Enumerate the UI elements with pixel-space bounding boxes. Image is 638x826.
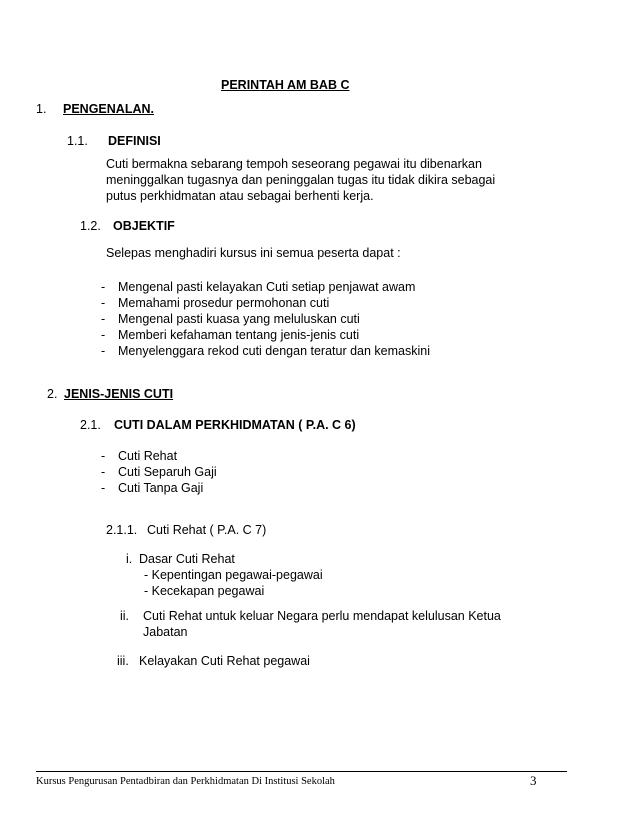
- objective-item-3: Mengenal pasti kuasa yang meluluskan cuti: [118, 312, 360, 326]
- definition-line-3: putus perkhidmatan atau sebagai berhenti kerja.: [106, 189, 374, 203]
- subsection-1-2-heading: OBJEKTIF: [113, 219, 175, 233]
- item-ii-label: ii.: [120, 609, 130, 623]
- item-iii-text: Kelayakan Cuti Rehat pegawai: [139, 654, 310, 668]
- leave-type-dash-3: -: [101, 481, 106, 495]
- item-iii-label: iii.: [117, 654, 129, 668]
- subsection-1-2-number: 1.2.: [80, 219, 101, 233]
- objective-bullet-dash-2: -: [101, 296, 106, 310]
- subsection-1-1-number: 1.1.: [67, 134, 88, 148]
- footer-divider: [36, 771, 567, 772]
- document-title: PERINTAH AM BAB C: [221, 78, 350, 92]
- leave-type-dash-1: -: [101, 449, 106, 463]
- objective-item-5: Menyelenggara rekod cuti dengan teratur dan kemaskini: [118, 344, 430, 358]
- section-1-heading: PENGENALAN.: [63, 102, 154, 116]
- objective-item-4: Memberi kefahaman tentang jenis-jenis cuti: [118, 328, 360, 342]
- item-i-label: i.: [126, 552, 133, 566]
- leave-type-1: Cuti Rehat: [118, 449, 178, 463]
- definition-line-1: Cuti bermakna sebarang tempoh seseorang pegawai itu dibenarkan: [106, 157, 482, 171]
- section-2-number: 2.: [47, 387, 58, 401]
- page-number: 3: [530, 773, 537, 788]
- objective-bullet-dash-5: -: [101, 344, 106, 358]
- item-i-subline-2: - Kecekapan pegawai: [144, 584, 265, 598]
- objective-intro: Selepas menghadiri kursus ini semua peserta dapat :: [106, 246, 401, 260]
- subsection-2-1-number: 2.1.: [80, 418, 101, 432]
- objective-bullet-dash-1: -: [101, 280, 106, 294]
- item-ii-line-1: Cuti Rehat untuk keluar Negara perlu mendapat kelulusan Ketua: [143, 609, 501, 623]
- subsection-1-1-heading: DEFINISI: [108, 134, 161, 148]
- objective-item-1: Mengenal pasti kelayakan Cuti setiap penjawat awam: [118, 280, 416, 294]
- leave-type-3: Cuti Tanpa Gaji: [118, 481, 204, 495]
- leave-type-dash-2: -: [101, 465, 106, 479]
- subsubsection-2-1-1-number: 2.1.1.: [106, 523, 138, 537]
- objective-bullet-dash-3: -: [101, 312, 106, 326]
- section-2-heading: JENIS-JENIS CUTI: [64, 387, 174, 401]
- footer-text: Kursus Pengurusan Pentadbiran dan Perkhidmatan Di Institusi Sekolah: [36, 776, 335, 787]
- objective-bullet-dash-4: -: [101, 328, 106, 342]
- subsection-2-1-heading: CUTI DALAM PERKHIDMATAN ( P.A. C 6): [114, 418, 356, 432]
- objective-item-2: Memahami prosedur permohonan cuti: [118, 296, 330, 310]
- subsubsection-2-1-1-heading: Cuti Rehat ( P.A. C 7): [147, 523, 267, 537]
- item-i-subline-1: - Kepentingan pegawai-pegawai: [144, 568, 323, 582]
- leave-type-2: Cuti Separuh Gaji: [118, 465, 217, 479]
- item-i-text: Dasar Cuti Rehat: [139, 552, 235, 566]
- section-1-number: 1.: [36, 102, 47, 116]
- definition-line-2: meninggalkan tugasnya dan peninggalan tugas itu tidak dikira sebagai: [106, 173, 496, 187]
- item-ii-line-2: Jabatan: [143, 625, 188, 639]
